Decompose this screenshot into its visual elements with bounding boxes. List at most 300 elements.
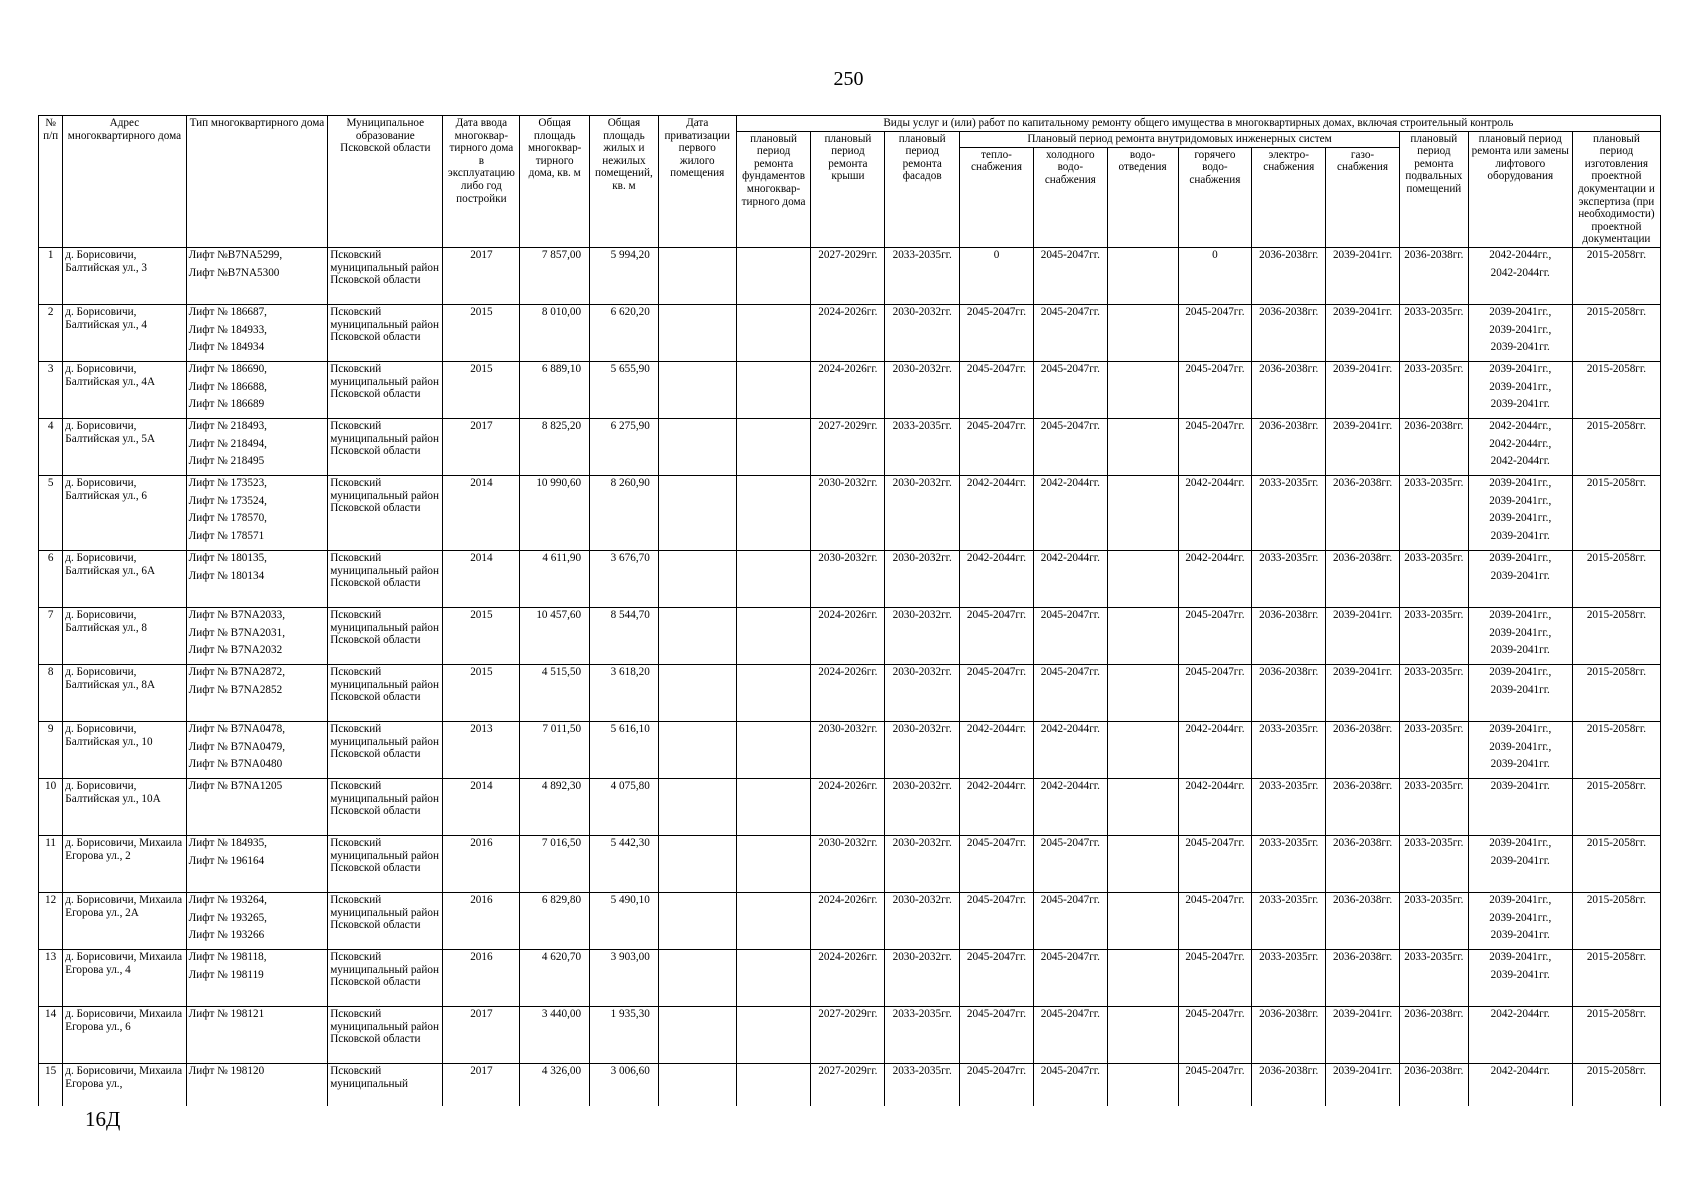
header-cold-water: холодного водо-снабжения [1033,147,1107,247]
elevator-period: 2039-2041гг., [1489,836,1552,849]
lift-types-cell [186,247,328,304]
lift-id: Лифт № 218495 [188,455,265,468]
project-docs-cell: 2015-2058гг. [1572,892,1660,949]
basement-cell: 2033-2035гг. [1399,475,1468,550]
year-cell: 2013 [443,721,520,778]
drainage-cell [1107,1006,1178,1063]
lift-types-cell [186,835,328,892]
cold-water-cell: 2045-2047гг. [1033,247,1107,304]
table-row [39,892,1661,949]
foundation-cell [736,835,811,892]
drainage-cell [1107,247,1178,304]
living-area-cell: 5 994,20 [590,247,659,304]
page-number: 250 [833,68,864,90]
project-docs-cell: 2015-2058гг. [1572,721,1660,778]
drainage-cell [1107,361,1178,418]
facade-cell: 2030-2032гг. [885,607,960,664]
facade-cell: 2030-2032гг. [885,721,960,778]
hot-water-cell: 2045-2047гг. [1178,1006,1252,1063]
privatization-cell [658,304,736,361]
total-area-cell: 6 829,80 [520,892,590,949]
basement-cell: 2033-2035гг. [1399,304,1468,361]
total-area-cell: 3 440,00 [520,1006,590,1063]
hot-water-cell: 0 [1178,247,1252,304]
cold-water-cell: 2045-2047гг. [1033,361,1107,418]
table-row [39,1006,1661,1063]
hot-water-cell: 2042-2044гг. [1178,475,1252,550]
municipality-cell: Псковский муниципальный район Псковской области [328,550,443,607]
address-cell: д. Борисовичи, Михаила Егорова ул., 2А [63,892,186,949]
municipality-cell: Псковский муниципальный район Псковской области [328,607,443,664]
foundation-cell [736,1006,811,1063]
footer-code: 16Д [85,1107,121,1131]
foundation-cell [736,778,811,835]
foundation-cell [736,664,811,721]
project-docs-cell: 2015-2058гг. [1572,607,1660,664]
privatization-cell [658,664,736,721]
header-works-group: Виды услуг и (или) работ по капитальному ремонту общего имущества в многоквартирных домах, включая строительный контроль [736,116,1660,132]
year-cell: 2015 [443,361,520,418]
facade-cell: 2030-2032гг. [885,550,960,607]
lift-types-cell [186,475,328,550]
lift-id: Лифт № 193266 [188,929,265,942]
row-number: 13 [39,949,63,1006]
header-total-area: Общая площадь многоквар-тирного дома, кв. м [520,116,590,248]
row-number: 8 [39,664,63,721]
year-cell: 2017 [443,418,520,475]
heat-cell: 2042-2044гг. [960,550,1034,607]
lift-id: Лифт № 184933, [188,323,267,336]
row-number: 7 [39,607,63,664]
roof-cell: 2024-2026гг. [811,949,885,1006]
cold-water-cell: 2045-2047гг. [1033,607,1107,664]
basement-cell: 2033-2035гг. [1399,835,1468,892]
roof-cell: 2027-2029гг. [811,418,885,475]
project-docs-cell: 2015-2058гг. [1572,418,1660,475]
header-project-docs: плановый период изготовления проектной документации и экспертиза (при необходимости) проектной документации [1572,131,1660,247]
living-area-cell: 4 075,80 [590,778,659,835]
electric-cell: 2036-2038гг. [1252,607,1326,664]
table-row [39,247,1661,304]
basement-cell: 2033-2035гг. [1399,778,1468,835]
privatization-cell [658,1063,736,1106]
gas-cell: 2039-2041гг. [1326,247,1400,304]
lift-id: Лифт № 218494, [188,437,267,450]
elevator-period: 2039-2041гг., [1489,380,1552,393]
total-area-cell: 4 620,70 [520,949,590,1006]
foundation-cell [736,892,811,949]
roof-cell: 2030-2032гг. [811,721,885,778]
electric-cell: 2036-2038гг. [1252,247,1326,304]
total-area-cell: 10 990,60 [520,475,590,550]
elevator-period: 2039-2041гг., [1489,722,1552,735]
table-row [39,550,1661,607]
gas-cell: 2036-2038гг. [1326,949,1400,1006]
roof-cell: 2030-2032гг. [811,835,885,892]
table-row [39,607,1661,664]
drainage-cell [1107,835,1178,892]
drainage-cell [1107,550,1178,607]
facade-cell: 2033-2035гг. [885,418,960,475]
table-header [39,116,1661,248]
electric-cell: 2033-2035гг. [1252,550,1326,607]
elevator-period: 2042-2044гг., [1489,248,1552,261]
row-number: 1 [39,247,63,304]
hot-water-cell: 2045-2047гг. [1178,418,1252,475]
basement-cell: 2033-2035гг. [1399,949,1468,1006]
facade-cell: 2033-2035гг. [885,247,960,304]
elevator-period: 2039-2041гг., [1489,494,1552,507]
header-gas: газо-снабжения [1326,147,1400,247]
drainage-cell [1107,475,1178,550]
municipality-cell: Псковский муниципальный район Псковской области [328,304,443,361]
table-row [39,778,1661,835]
address-cell: д. Борисовичи, Балтийская ул., 8 [63,607,186,664]
basement-cell: 2033-2035гг. [1399,721,1468,778]
roof-cell: 2027-2029гг. [811,1063,885,1106]
municipality-cell: Псковский муниципальный район Псковской области [328,778,443,835]
lift-id: Лифт № 198119 [188,968,264,981]
lift-id: Лифт № B7NA2872, [188,665,285,678]
total-area-cell: 4 892,30 [520,778,590,835]
lift-id: Лифт № B7NA2032 [188,644,283,657]
elevator-cell [1468,550,1572,607]
hot-water-cell: 2045-2047гг. [1178,835,1252,892]
electric-cell: 2036-2038гг. [1252,361,1326,418]
elevator-period: 2039-2041гг. [1490,341,1550,354]
electric-cell: 2033-2035гг. [1252,835,1326,892]
year-cell: 2017 [443,1006,520,1063]
header-address: Адрес многоквартирного дома [63,116,186,248]
year-cell: 2014 [443,550,520,607]
basement-cell: 2033-2035гг. [1399,892,1468,949]
elevator-cell [1468,361,1572,418]
lift-id: Лифт № 186689 [188,398,265,411]
lift-id: Лифт № B7NA2031, [188,626,285,639]
project-docs-cell: 2015-2058гг. [1572,475,1660,550]
elevator-period: 2042-2044гг., [1489,419,1552,432]
address-cell: д. Борисовичи, Балтийская ул., 8А [63,664,186,721]
living-area-cell: 5 442,30 [590,835,659,892]
elevator-period: 2039-2041гг., [1489,740,1552,753]
heat-cell: 2042-2044гг. [960,721,1034,778]
header-type: Тип многоквартирного дома [186,116,328,248]
total-area-cell: 7 016,50 [520,835,590,892]
municipality-cell: Псковский муниципальный район Псковской области [328,721,443,778]
foundation-cell [736,949,811,1006]
foundation-cell [736,247,811,304]
roof-cell: 2030-2032гг. [811,475,885,550]
lift-types-cell [186,607,328,664]
roof-cell: 2024-2026гг. [811,664,885,721]
year-cell: 2016 [443,835,520,892]
basement-cell: 2033-2035гг. [1399,550,1468,607]
year-cell: 2017 [443,1063,520,1106]
row-number: 14 [39,1006,63,1063]
lift-id: Лифт № 218493, [188,419,267,432]
lift-types-cell [186,361,328,418]
basement-cell: 2036-2038гг. [1399,418,1468,475]
elevator-period: 2039-2041гг., [1489,893,1552,906]
heat-cell: 2045-2047гг. [960,361,1034,418]
drainage-cell [1107,418,1178,475]
drainage-cell [1107,1063,1178,1106]
roof-cell: 2027-2029гг. [811,1006,885,1063]
facade-cell: 2033-2035гг. [885,1063,960,1106]
lift-types-cell [186,418,328,475]
cold-water-cell: 2042-2044гг. [1033,778,1107,835]
elevator-cell [1468,304,1572,361]
electric-cell: 2036-2038гг. [1252,304,1326,361]
lift-types-cell [186,664,328,721]
gas-cell: 2036-2038гг. [1326,721,1400,778]
basement-cell: 2036-2038гг. [1399,1006,1468,1063]
row-number: 15 [39,1063,63,1106]
header-electric: электро-снабжения [1252,147,1326,247]
year-cell: 2016 [443,949,520,1006]
capital-repair-table [38,115,1661,1106]
elevator-cell [1468,1063,1572,1106]
lift-id: Лифт № 198121 [188,1007,265,1020]
hot-water-cell: 2045-2047гг. [1178,1063,1252,1106]
facade-cell: 2030-2032гг. [885,778,960,835]
address-cell: д. Борисовичи, Михаила Егорова ул., [63,1063,186,1106]
header-num: № п/п [39,116,63,248]
header-date-input: Дата ввода многоквар-тирного дома в эксплуатацию либо год постройки [443,116,520,248]
foundation-cell [736,475,811,550]
elevator-cell [1468,835,1572,892]
table-row [39,664,1661,721]
elevator-period: 2039-2041гг. [1490,529,1550,542]
drainage-cell [1107,607,1178,664]
gas-cell: 2039-2041гг. [1326,664,1400,721]
living-area-cell: 3 618,20 [590,664,659,721]
header-living-area: Общая площадь жилых и нежилых помещений, кв. м [590,116,659,248]
address-cell: д. Борисовичи, Балтийская ул., 4 [63,304,186,361]
lift-id: Лифт №B7NA5299, [188,248,283,261]
elevator-cell [1468,778,1572,835]
heat-cell: 2045-2047гг. [960,304,1034,361]
project-docs-cell: 2015-2058гг. [1572,1063,1660,1106]
heat-cell: 2045-2047гг. [960,1063,1034,1106]
header-heat: тепло-снабжения [960,147,1034,247]
elevator-cell [1468,721,1572,778]
foundation-cell [736,721,811,778]
lift-id: Лифт № 196164 [188,854,265,867]
foundation-cell [736,607,811,664]
cold-water-cell: 2042-2044гг. [1033,550,1107,607]
year-cell: 2016 [443,892,520,949]
hot-water-cell: 2045-2047гг. [1178,664,1252,721]
living-area-cell: 5 655,90 [590,361,659,418]
gas-cell: 2039-2041гг. [1326,1063,1400,1106]
address-cell: д. Борисовичи, Михаила Егорова ул., 2 [63,835,186,892]
facade-cell: 2030-2032гг. [885,475,960,550]
total-area-cell: 4 326,00 [520,1063,590,1106]
address-cell: д. Борисовичи, Балтийская ул., 6 [63,475,186,550]
drainage-cell [1107,949,1178,1006]
lift-id: Лифт № B7NA0478, [188,722,285,735]
address-cell: д. Борисовичи, Балтийская ул., 6А [63,550,186,607]
total-area-cell: 7 011,50 [520,721,590,778]
elevator-cell [1468,418,1572,475]
elevator-period: 2039-2041гг. [1490,398,1550,411]
row-number: 4 [39,418,63,475]
table-body [39,247,1661,1106]
lift-types-cell [186,1006,328,1063]
lift-id: Лифт № 173524, [188,494,267,507]
lift-id: Лифт № 198118, [188,950,267,963]
elevator-period: 2039-2041гг., [1489,608,1552,621]
lift-types-cell [186,949,328,1006]
lift-id: Лифт № 193264, [188,893,267,906]
lift-id: Лифт № 184934 [188,341,265,354]
municipality-cell: Псковский муниципальный район Псковской области [328,361,443,418]
facade-cell: 2030-2032гг. [885,304,960,361]
project-docs-cell: 2015-2058гг. [1572,361,1660,418]
year-cell: 2014 [443,778,520,835]
header-facade: плановый период ремонта фасадов [885,131,960,247]
municipality-cell: Псковский муниципальный район Псковской области [328,475,443,550]
roof-cell: 2024-2026гг. [811,304,885,361]
living-area-cell: 8 260,90 [590,475,659,550]
cold-water-cell: 2042-2044гг. [1033,475,1107,550]
living-area-cell: 5 490,10 [590,892,659,949]
hot-water-cell: 2042-2044гг. [1178,550,1252,607]
header-roof: плановый период ремонта крыши [811,131,885,247]
cold-water-cell: 2045-2047гг. [1033,835,1107,892]
project-docs-cell: 2015-2058гг. [1572,835,1660,892]
table-row [39,949,1661,1006]
row-number: 12 [39,892,63,949]
gas-cell: 2039-2041гг. [1326,304,1400,361]
lift-id: Лифт № B7NA2033, [188,608,285,621]
address-cell: д. Борисовичи, Балтийская ул., 3 [63,247,186,304]
drainage-cell [1107,892,1178,949]
basement-cell: 2036-2038гг. [1399,1063,1468,1106]
cold-water-cell: 2045-2047гг. [1033,892,1107,949]
lift-id: Лифт № B7NA0480 [188,758,283,771]
lift-types-cell [186,550,328,607]
hot-water-cell: 2045-2047гг. [1178,304,1252,361]
privatization-cell [658,721,736,778]
gas-cell: 2036-2038гг. [1326,778,1400,835]
foundation-cell [736,361,811,418]
privatization-cell [658,475,736,550]
row-number: 11 [39,835,63,892]
privatization-cell [658,247,736,304]
elevator-period: 2039-2041гг. [1490,929,1550,942]
total-area-cell: 4 611,90 [520,550,590,607]
header-engineering-group: Плановый период ремонта внутридомовых инженерных систем [960,131,1400,147]
foundation-cell [736,550,811,607]
lift-id: Лифт № 184935, [188,836,267,849]
facade-cell: 2030-2032гг. [885,892,960,949]
row-number: 9 [39,721,63,778]
lift-types-cell [186,1063,328,1106]
project-docs-cell: 2015-2058гг. [1572,304,1660,361]
elevator-period: 2039-2041гг. [1490,683,1550,696]
gas-cell: 2039-2041гг. [1326,361,1400,418]
header-municipality: Муниципальное образование Псковской области [328,116,443,248]
privatization-cell [658,607,736,664]
hot-water-cell: 2045-2047гг. [1178,361,1252,418]
hot-water-cell: 2045-2047гг. [1178,949,1252,1006]
elevator-period: 2039-2041гг. [1490,779,1550,792]
table-row [39,418,1661,475]
electric-cell: 2033-2035гг. [1252,778,1326,835]
lift-id: Лифт № 186690, [188,362,267,375]
elevator-period: 2039-2041гг., [1489,551,1552,564]
living-area-cell: 5 616,10 [590,721,659,778]
cold-water-cell: 2045-2047гг. [1033,418,1107,475]
foundation-cell [736,304,811,361]
project-docs-cell: 2015-2058гг. [1572,949,1660,1006]
roof-cell: 2030-2032гг. [811,550,885,607]
drainage-cell [1107,664,1178,721]
facade-cell: 2030-2032гг. [885,361,960,418]
municipality-cell: Псковский муниципальный район Псковской области [328,835,443,892]
gas-cell: 2039-2041гг. [1326,1006,1400,1063]
header-basement: плановый период ремонта подвальных помещений [1399,131,1468,247]
elevator-period: 2039-2041гг., [1489,362,1552,375]
capital-repair-table-container [38,115,1661,1106]
heat-cell: 2045-2047гг. [960,949,1034,1006]
heat-cell: 2042-2044гг. [960,475,1034,550]
elevator-period: 2039-2041гг., [1489,665,1552,678]
row-number: 2 [39,304,63,361]
privatization-cell [658,361,736,418]
electric-cell: 2033-2035гг. [1252,721,1326,778]
living-area-cell: 6 620,20 [590,304,659,361]
elevator-period: 2039-2041гг., [1489,950,1552,963]
row-number: 5 [39,475,63,550]
lift-id: Лифт № 178571 [188,529,265,542]
lift-id: Лифт № 180135, [188,551,267,564]
heat-cell: 2042-2044гг. [960,778,1034,835]
gas-cell: 2036-2038гг. [1326,892,1400,949]
lift-id: Лифт № 186687, [188,305,267,318]
lift-id: Лифт № 178570, [188,512,267,525]
address-cell: д. Борисовичи, Михаила Егорова ул., 6 [63,1006,186,1063]
lift-id: Лифт № 186688, [188,380,267,393]
elevator-cell [1468,247,1572,304]
gas-cell: 2036-2038гг. [1326,475,1400,550]
elevator-period: 2039-2041гг. [1490,854,1550,867]
elevator-cell [1468,475,1572,550]
total-area-cell: 6 889,10 [520,361,590,418]
year-cell: 2014 [443,475,520,550]
elevator-period: 2039-2041гг., [1489,323,1552,336]
elevator-period: 2042-2044гг. [1490,1064,1550,1077]
lift-id: Лифт № 193265, [188,911,267,924]
lift-types-cell [186,892,328,949]
municipality-cell: Псковский муниципальный [328,1063,443,1106]
lift-id: Лифт № B7NA2852 [188,683,283,696]
lift-types-cell [186,304,328,361]
municipality-cell: Псковский муниципальный район Псковской области [328,418,443,475]
living-area-cell: 3 903,00 [590,949,659,1006]
basement-cell: 2036-2038гг. [1399,247,1468,304]
heat-cell: 2045-2047гг. [960,664,1034,721]
table-row [39,1063,1661,1106]
cold-water-cell: 2045-2047гг. [1033,949,1107,1006]
cold-water-cell: 2045-2047гг. [1033,304,1107,361]
electric-cell: 2036-2038гг. [1252,418,1326,475]
elevator-cell [1468,1006,1572,1063]
header-drainage: водо-отведения [1107,147,1178,247]
municipality-cell: Псковский муниципальный район Псковской области [328,247,443,304]
